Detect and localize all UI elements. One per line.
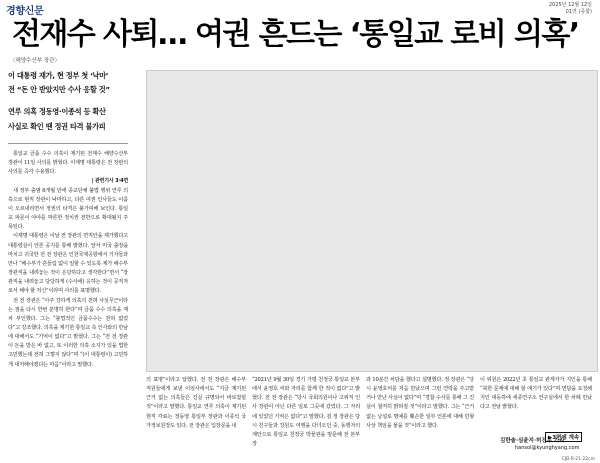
subhead-4: 사실로 확인 땐 정권 타격 불가피 — [8, 122, 106, 131]
related-articles-link[interactable]: | 관련기사 3·4면 — [91, 178, 128, 185]
body-column-2 — [252, 376, 360, 456]
headline: 전재수 사퇴… 여권 흔드는 ‘통일교 로비 의혹’ — [12, 17, 579, 52]
body-column-2a — [146, 376, 246, 456]
body-column-1 — [8, 150, 128, 455]
news-photo — [146, 70, 598, 372]
paragraph-col2: “2021년 9월 30일 경기 가평 천정궁 통일교 본부에서 윤영호 씨와 자리를 함께 한 적이 없다”고 밝혔다. 전 전 장관은 “당시 국회의원이나 고위직 인사 장관이 아닌 다른 일로 그곳에 갔었다. 그 자리에 있었던 기억은 없다”고 말했다. 검 정 장관은 당시 친구들과 강원도 여행을 다녀오던 중, 동행자의 제안으로 통일교 천정궁 박물관을 방문해 전 본부장 — [252, 377, 360, 448]
paragraph-col3: 과 10분간 차담을 했다고 설명했다. 정 장관은 “당시 윤영호씨를 처음 만났으며 그런 연락을 주고받거나 만난 사실이 없다”며 “경찰 수사를 통해 그 진실이 철저히 밝혀질 것”이라고 말했다. 그는 “근거 없는 낭설로 명예를 훼손한 일부 언론에 대해 민형사상 책임을 물을 것”이라고 했다. — [366, 377, 474, 429]
paragraph-2: 새 정부 출범 6개월 만에 종교단체 불법 행위 연루 의혹으로 현직 장관이 낙마하고, 다른 여권 인사들도 이름이 오르내리면서 정권의 타격은 불가피해 보인다. 통일교 파문이 야야를 막론한 정치권 전반으로 확대될지 주목된다. — [8, 187, 128, 231]
continued-link[interactable]: ▶3면에 계속 — [545, 432, 582, 442]
masthead-logo: 경향신문 — [6, 6, 44, 17]
paragraph-lead: 통일교 금품 수수 의혹이 제기된 전재수 해양수산부 장관이 11일 사의를 밝혔다. 이재명 대통령은 전 장관의 사의를 즉각 수용했다. — [8, 151, 128, 176]
page-section: 01면 (종합) — [565, 9, 592, 15]
body-column-4 — [480, 376, 592, 424]
subhead-3: 연루 의혹 정동영·이종석 등 확산 — [8, 107, 106, 116]
divider — [8, 143, 128, 144]
subhead-1: 이 대통령 재가, 현 정부 첫 ‘낙마’ — [8, 71, 109, 80]
paragraph-4: 전 전 장관은 “아주 강하게 의혹의 전혀 사실무근이라는 점을 다시 한번 분명히 한다”며 금품 수수 의혹을 재차 부인했다. 그는 “불법적인 금품수수는 전혀 없었다”고 강조했다. 의혹을 제기한 통일교 측 인사와의 만남에 대해서도 “기억이 없다”고 밝혔다. 그는 “전 전 장관이 돈을 받은 바 없고, 또 이러한 의혹 소지가 있을 법한 고민했는데 전혀 그렇지 않다”며 “(이 대통령이) 고민하게 대처해야겠다는 마음”이라고 말했다. — [8, 297, 128, 368]
issue-date: 2025년 12월 12일 — [548, 2, 592, 8]
byline: 김한솔·심윤지·허진무 기자 — [500, 438, 565, 444]
paragraph-3: 이재명 대통령은 이날 전 장관의 면직안을 재가했다고 대통령실이 언론 공지를 통해 밝혔다. 앞서 미국 출장을 마치고 귀국한 전 전 장관은 인천국제공항에서 기자들과 만나 “해수부가 흔들림 없이 일할 수 있도록 제가 해수부 장관직을 내려놓는 것이 온당하다고 생각한다”면서 “장관직을 내려놓고 당당하게 (수사에) 응하는 것이 공직자로서 해야 할 처신”이라며 사의를 표명했다. — [8, 233, 128, 295]
body-column-3 — [366, 376, 474, 456]
photo-caption: 〈해양수산부 장관〉 — [10, 58, 60, 64]
paragraph-col4: 이 위원은 2022년 초 통일교 관계자가 지인을 통해 “북한 문제에 대해 할 얘기가 있다”며 면담을 요청해 지인 대동하에 세종연구소 연구실에서 한 차례 만났다고 전날 밝혔다. — [480, 377, 592, 411]
issue-meta — [549, 2, 592, 16]
layout-code: CJB.R-21.22cm — [561, 457, 595, 462]
paragraph-bottom-left: 의 표명”이라고 답했다. 전 전 장관은 해수부 직원들에게 보낸 이임사에서도 “지금 제기된 근거 없는 의혹들은 진실 규명되어 바로잡힐 것”이라고 말했다. 통일교 연루 의혹이 제기된 현직 각료는 정동영 통일부 장관과 이종석 국가정보원장도 있다. 전 장관은 입장문을 내 — [146, 377, 246, 429]
reporter-email[interactable]: hansol@kyunghyang.com — [515, 445, 580, 451]
subhead-2: 전 “돈 안 받았지만 수사 응할 것” — [8, 85, 110, 94]
